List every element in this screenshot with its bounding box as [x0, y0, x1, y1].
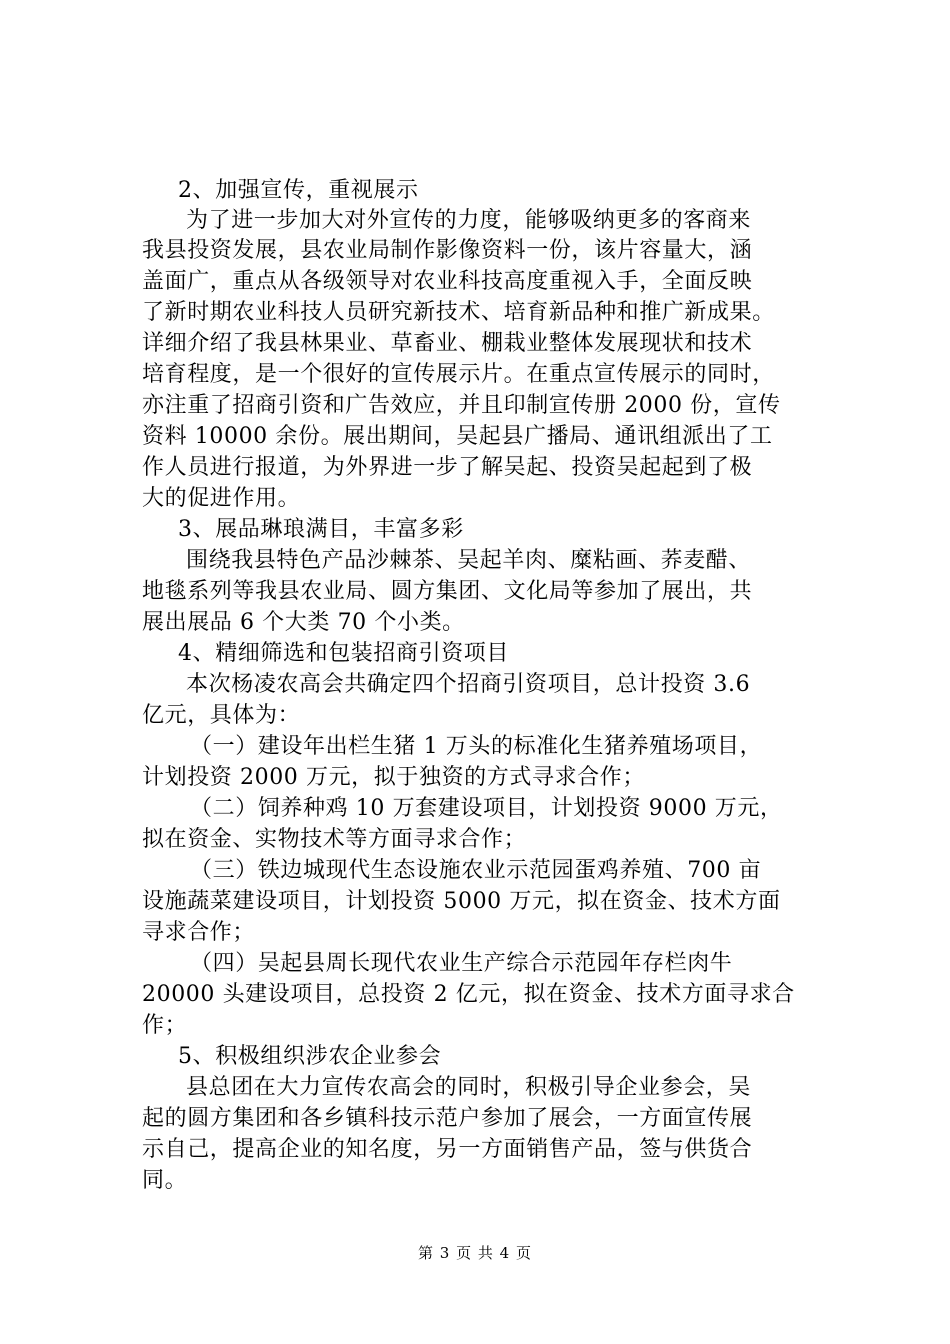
project-item-line: （二）饲养种鸡 10 万套建设项目，计划投资 9000 万元，: [190, 796, 783, 821]
page-number-footer: 第 3 页 共 4 页: [418, 1244, 532, 1262]
paragraph-line: 示自己，提高企业的知名度，另一方面销售产品，签与供货合: [142, 1137, 753, 1162]
section-heading: 4、精细筛选和包装招商引资项目: [178, 641, 509, 666]
paragraph-line: 地毯系列等我县农业局、圆方集团、文化局等参加了展出，共: [142, 579, 753, 604]
paragraph-line: 亦注重了招商引资和广告效应，并且印制宣传册 2000 份，宣传: [142, 393, 781, 418]
paragraph-line: 盖面广，重点从各级领导对农业科技高度重视入手，全面反映: [142, 269, 753, 294]
section-heading: 2、加强宣传，重视展示: [178, 178, 419, 203]
project-item-line: （四）吴起县周长现代农业生产综合示范园年存栏肉牛: [190, 951, 733, 976]
project-item-line: 20000 头建设项目，总投资 2 亿元，拟在资金、技术方面寻求合: [142, 982, 795, 1007]
project-item-line: 计划投资 2000 万元，拟于独资的方式寻求合作；: [142, 765, 645, 790]
paragraph-line: 同。: [142, 1168, 188, 1193]
paragraph-line: 作人员进行报道，为外界进一步了解吴起、投资吴起起到了极: [142, 455, 753, 480]
paragraph-line: 详细介绍了我县林果业、草畜业、棚栽业整体发展现状和技术: [142, 331, 753, 356]
project-item-line: 设施蔬菜建设项目，计划投资 5000 万元，拟在资金、技术方面: [142, 889, 781, 914]
section-heading: 5、积极组织涉农企业参会: [178, 1044, 442, 1069]
paragraph-line: 本次杨凌农高会共确定四个招商引资项目，总计投资 3.6: [186, 672, 751, 697]
paragraph-line: 我县投资发展，县农业局制作影像资料一份，该片容量大，涵: [142, 238, 753, 263]
paragraph-line: 资料 10000 余份。展出期间，吴起县广播局、通讯组派出了工: [142, 424, 773, 449]
paragraph-line: 亿元，具体为：: [142, 703, 301, 728]
paragraph-line: 了新时期农业科技人员研究新技术、培育新品种和推广新成果。: [142, 300, 775, 325]
paragraph-line: 展出展品 6 个大类 70 个小类。: [142, 610, 465, 635]
paragraph-line: 县总团在大力宣传农高会的同时，积极引导企业参会，吴: [186, 1075, 752, 1100]
project-item-line: 寻求合作；: [142, 920, 256, 945]
project-item-line: 拟在资金、实物技术等方面寻求合作；: [142, 827, 527, 852]
project-item-line: （一）建设年出栏生猪 1 万头的标准化生猪养殖场项目，: [190, 734, 763, 759]
section-heading: 3、展品琳琅满目，丰富多彩: [178, 517, 464, 542]
paragraph-line: 围绕我县特色产品沙棘茶、吴起羊肉、糜粘画、荞麦醋、: [186, 548, 752, 573]
paragraph-line: 起的圆方集团和各乡镇科技示范户参加了展会，一方面宣传展: [142, 1106, 753, 1131]
paragraph-line: 大的促进作用。: [142, 486, 301, 511]
paragraph-line: 为了进一步加大对外宣传的力度，能够吸纳更多的客商来: [186, 208, 752, 233]
project-item-line: 作；: [142, 1013, 188, 1038]
paragraph-line: 培育程度，是一个很好的宣传展示片。在重点宣传展示的同时，: [142, 362, 775, 387]
project-item-line: （三）铁边城现代生态设施农业示范园蛋鸡养殖、700 亩: [190, 858, 762, 883]
